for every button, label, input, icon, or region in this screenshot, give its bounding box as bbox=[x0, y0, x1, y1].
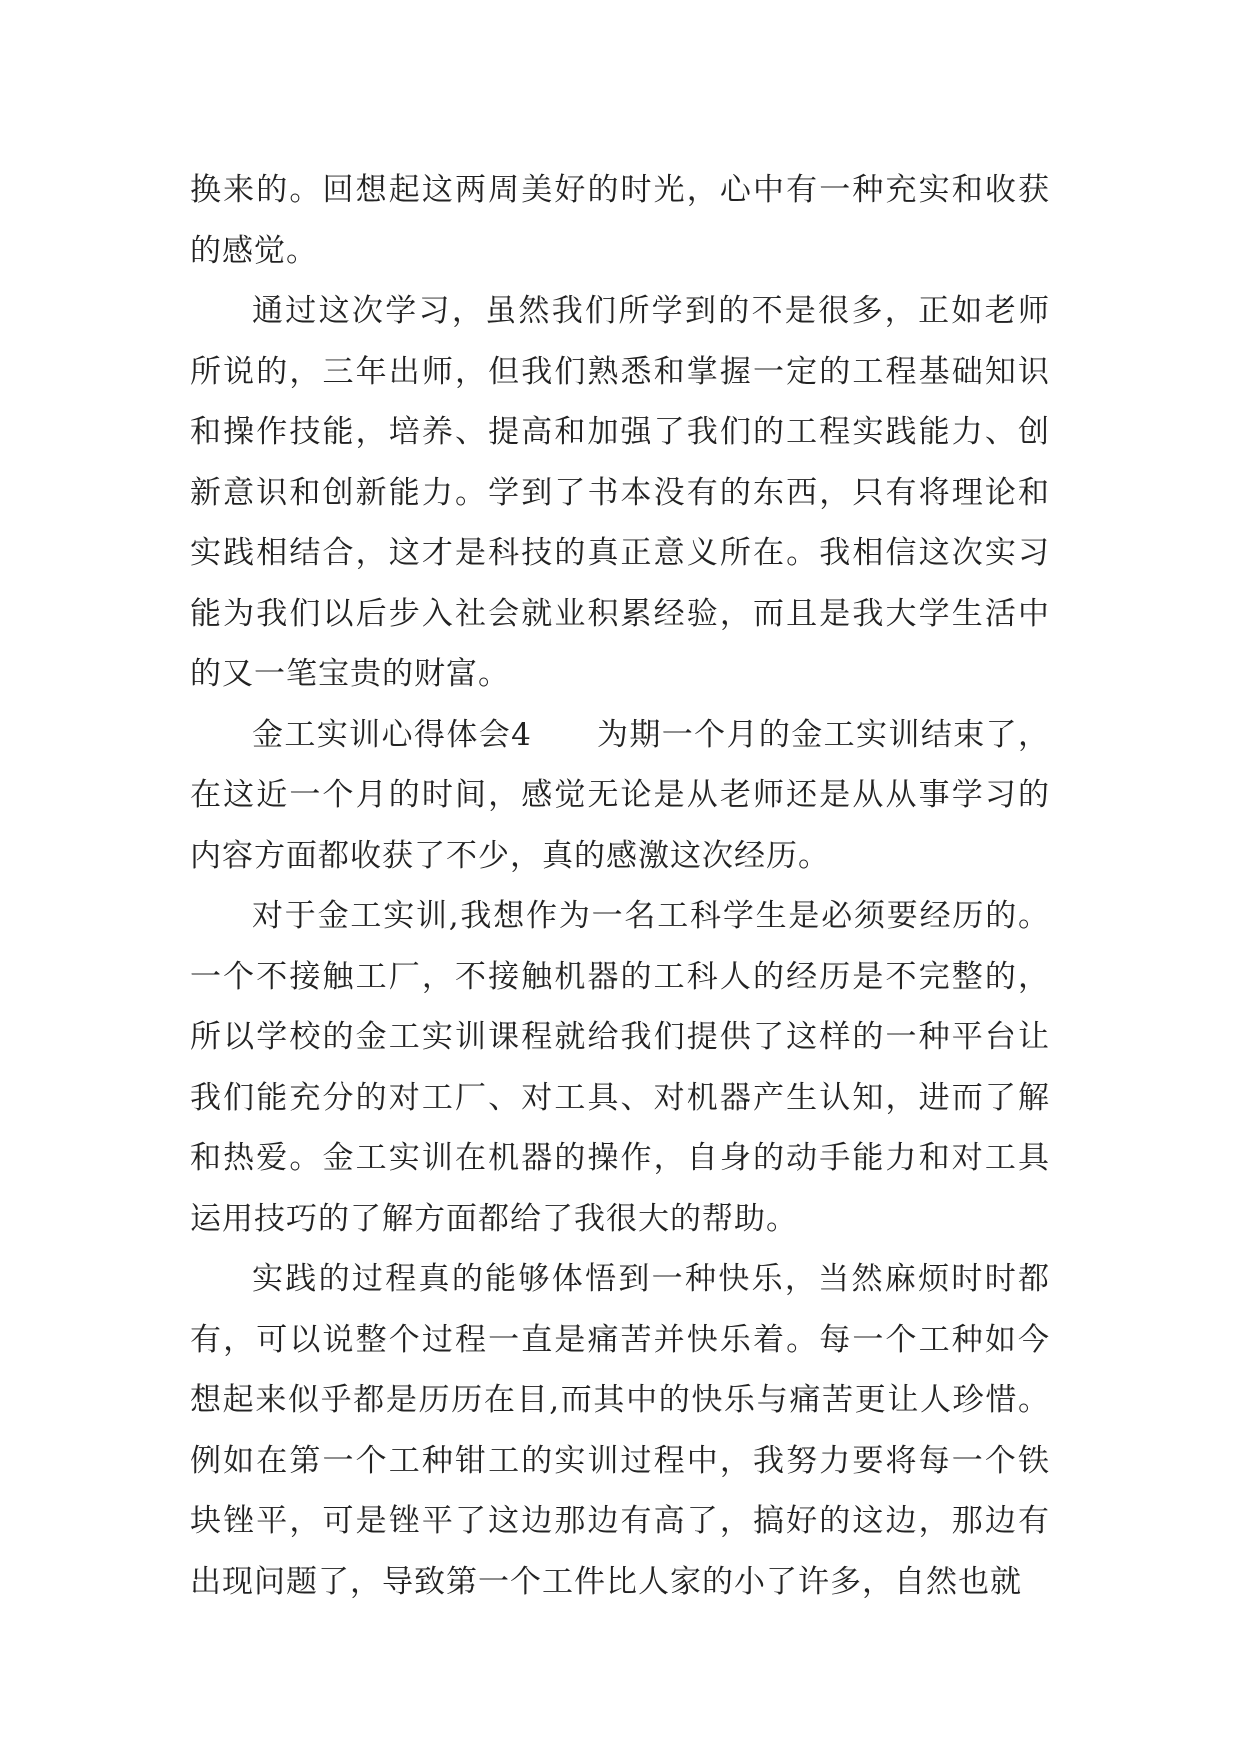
paragraph-3: 金工实训心得体会4 为期一个月的金工实训结束了，在这近一个月的时间，感觉无论是从老师还是从从事学习的内容方面都收获了不少，真的感激这次经历。 bbox=[190, 716, 1050, 874]
document-body bbox=[190, 160, 1050, 1612]
paragraph-5: 实践的过程真的能够体悟到一种快乐，当然麻烦时时都有，可以说整个过程一直是痛苦并快乐着。每一个工种如今想起来似乎都是历历在目,而其中的快乐与痛苦更让人珍惜。例如在第一个工种钳工的实训过程中，我努力要将每一个铁块锉平，可是锉平了这边那边有高了，搞好的这边，那边有出现问题了，导致第一个工件比人家的小了许多，自然也就 bbox=[190, 1261, 1050, 1600]
paragraph-2: 通过这次学习，虽然我们所学到的不是很多，正如老师所说的，三年出师，但我们熟悉和掌握一定的工程基础知识和操作技能，培养、提高和加强了我们的工程实践能力、创新意识和创新能力。学到了书本没有的东西，只有将理论和实践相结合，这才是科技的真正意义所在。我相信这次实习能为我们以后步入社会就业积累经验，而且是我大学生活中的又一笔宝贵的财富。 bbox=[190, 293, 1050, 692]
paragraph-4: 对于金工实训,我想作为一名工科学生是必须要经历的。一个不接触工厂，不接触机器的工科人的经历是不完整的，所以学校的金工实训课程就给我们提供了这样的一种平台让我们能充分的对工厂、对工具、对机器产生认知，进而了解和热爱。金工实训在机器的操作，自身的动手能力和对工具运用技巧的了解方面都给了我很大的帮助。 bbox=[190, 898, 1050, 1237]
paragraph-1: 换来的。回想起这两周美好的时光，心中有一种充实和收获的感觉。 bbox=[190, 172, 1050, 269]
